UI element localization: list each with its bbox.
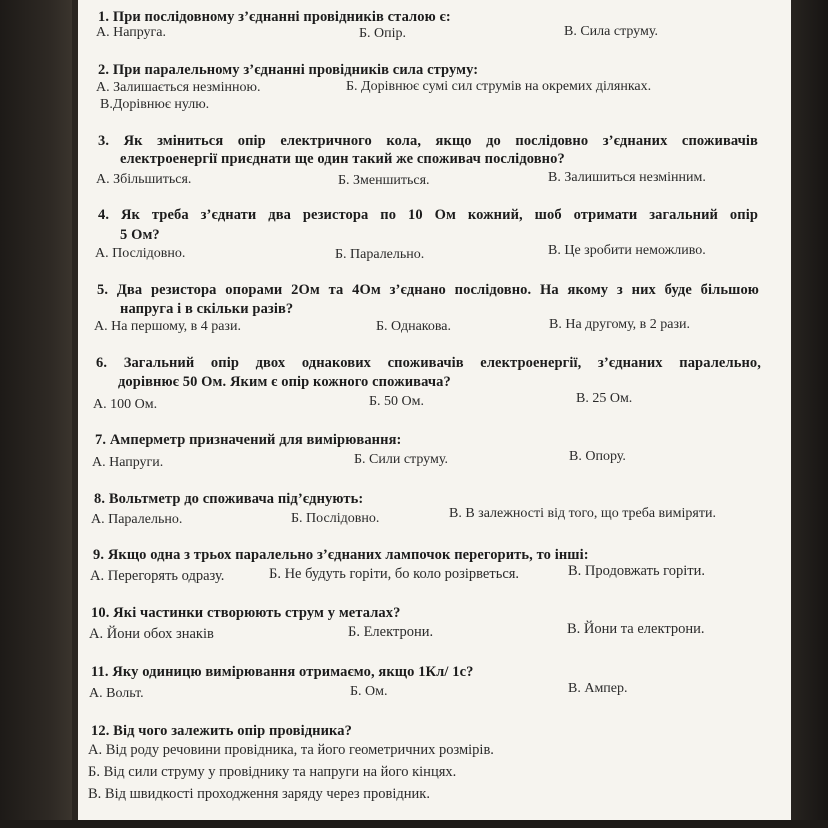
question-5-option-c: В. На другому, в 2 рази. [549,317,691,332]
question-1-number: 1. [98,9,110,25]
question-7-text: 7. Амперметр призначений для вимірювання: [95,432,402,448]
question-4-text-line-2: 5 Ом? [120,227,160,243]
test-sheet [78,0,791,822]
question-6-option-b: Б. 50 Ом. [369,394,425,409]
question-10-option-c: В. Йони та електрони. [567,621,705,637]
question-11-option-c: В. Ампер. [568,681,628,696]
question-10-option-b: Б. Електрони. [348,624,434,640]
question-1-text: 1. При послідовному з’єднанні провідників сталою є: [98,9,451,25]
question-7-option-c: В. Опору. [569,449,626,464]
question-4-text-line-1: 4. Як треба з’єднати два резистора по 10 Ом кожний, шоб отримати загальний опір [98,207,758,223]
question-4-option-a: А. Послідовно. [95,246,186,261]
question-4-number: 4. [98,207,110,223]
question-8-option-c: В. В залежності від того, що треба виміряти. [449,506,716,521]
question-10-number: 10. [91,605,110,621]
question-9-option-c: В. Продовжать горіти. [568,563,706,579]
question-4-option-c: В. Це зробити неможливо. [548,243,706,258]
question-12-text: 12. Від чого залежить опір провідника? [91,723,352,739]
question-6-text-line-2: дорівнює 50 Ом. Яким є опір кожного споживача? [118,374,451,390]
question-3-number: 3. [98,133,110,149]
question-2-text: 2. При паралельному з’єднанні провідників сила струму: [98,62,479,78]
question-1-option-a: А. Напруга. [96,25,167,40]
question-2-number: 2. [98,62,110,78]
background-left-edge [0,0,72,828]
background-bottom-edge [0,820,828,828]
question-5-number: 5. [97,282,109,298]
question-3-option-a: А. Збільшиться. [96,172,192,187]
question-5-text-line-1: 5. Два резистора опорами 2Ом та 4Ом з’єднано послідовно. На якому з них буде більшою [97,282,759,298]
question-2-option-b: Б. Дорівнює сумі сил струмів на окремих ділянках. [346,79,652,94]
question-12-option-a: А. Від роду речовини провідника, та його геометричних розмірів. [88,742,494,758]
question-12-option-c: В. Від швидкості проходження заряду через провідник. [88,786,430,802]
question-9-option-b: Б. Не будуть горіти, бо коло розірветься. [269,566,520,582]
question-1-option-b: Б. Опір. [359,26,407,41]
question-1-option-c: В. Сила струму. [564,24,658,39]
question-11-text: 11. Яку одиницю вимірювання отримаємо, якщо 1Кл/ 1с? [91,664,474,680]
question-6-number: 6. [96,355,108,371]
question-8-option-a: А. Паралельно. [91,512,183,527]
question-9-option-a: А. Перегорять одразу. [90,568,225,584]
question-10-option-a: А. Йони обох знаків [89,626,214,642]
question-3-option-b: Б. Зменшиться. [338,173,430,188]
question-7-option-b: Б. Сили струму. [354,452,448,467]
question-12-number: 12. [91,723,110,739]
question-5-option-a: А. На першому, в 4 рази. [94,319,241,334]
question-9-number: 9. [93,547,105,563]
question-8-option-b: Б. Послідовно. [291,511,380,526]
question-6-option-c: В. 25 Ом. [576,391,633,406]
question-2-option-c: В.Дорівнює нулю. [100,97,210,112]
question-11-number: 11. [91,664,109,680]
question-11-option-b: Б. Ом. [350,684,388,699]
question-8-number: 8. [94,491,106,507]
question-2-option-a: А. Залишається незмінною. [96,80,261,95]
question-7-option-a: А. Напруги. [92,455,164,470]
question-3-option-c: В. Залишиться незмінним. [548,170,706,185]
question-8-text: 8. Вольтметр до споживача під’єднують: [94,491,364,507]
question-4-option-b: Б. Паралельно. [335,247,425,262]
question-6-option-a: А. 100 Ом. [93,397,158,412]
question-5-text-line-2: напруга і в скільки разів? [120,301,294,317]
question-3-text-line-2: електроенергії приєднати ще один такий же споживач послідовно? [120,151,565,167]
question-3-text-line-1: 3. Як зміниться опір електричного кола, якщо до послідовно з’єднаних споживачів [98,133,758,149]
question-10-text: 10. Які частинки створюють струм у металах? [91,605,401,621]
question-9-text: 9. Якщо одна з трьох паралельно з’єднаних лампочок перегорить, то інші: [93,547,589,563]
question-12-option-b: Б. Від сили струму у провіднику та напруги на його кінцях. [88,764,457,780]
question-6-text-line-1: 6. Загальний опір двох однакових споживачів електроенергії, з’єднаних паралельно, [96,355,761,371]
question-5-option-b: Б. Однакова. [376,319,452,334]
question-11-option-a: А. Вольт. [89,686,144,701]
question-7-number: 7. [95,432,107,448]
